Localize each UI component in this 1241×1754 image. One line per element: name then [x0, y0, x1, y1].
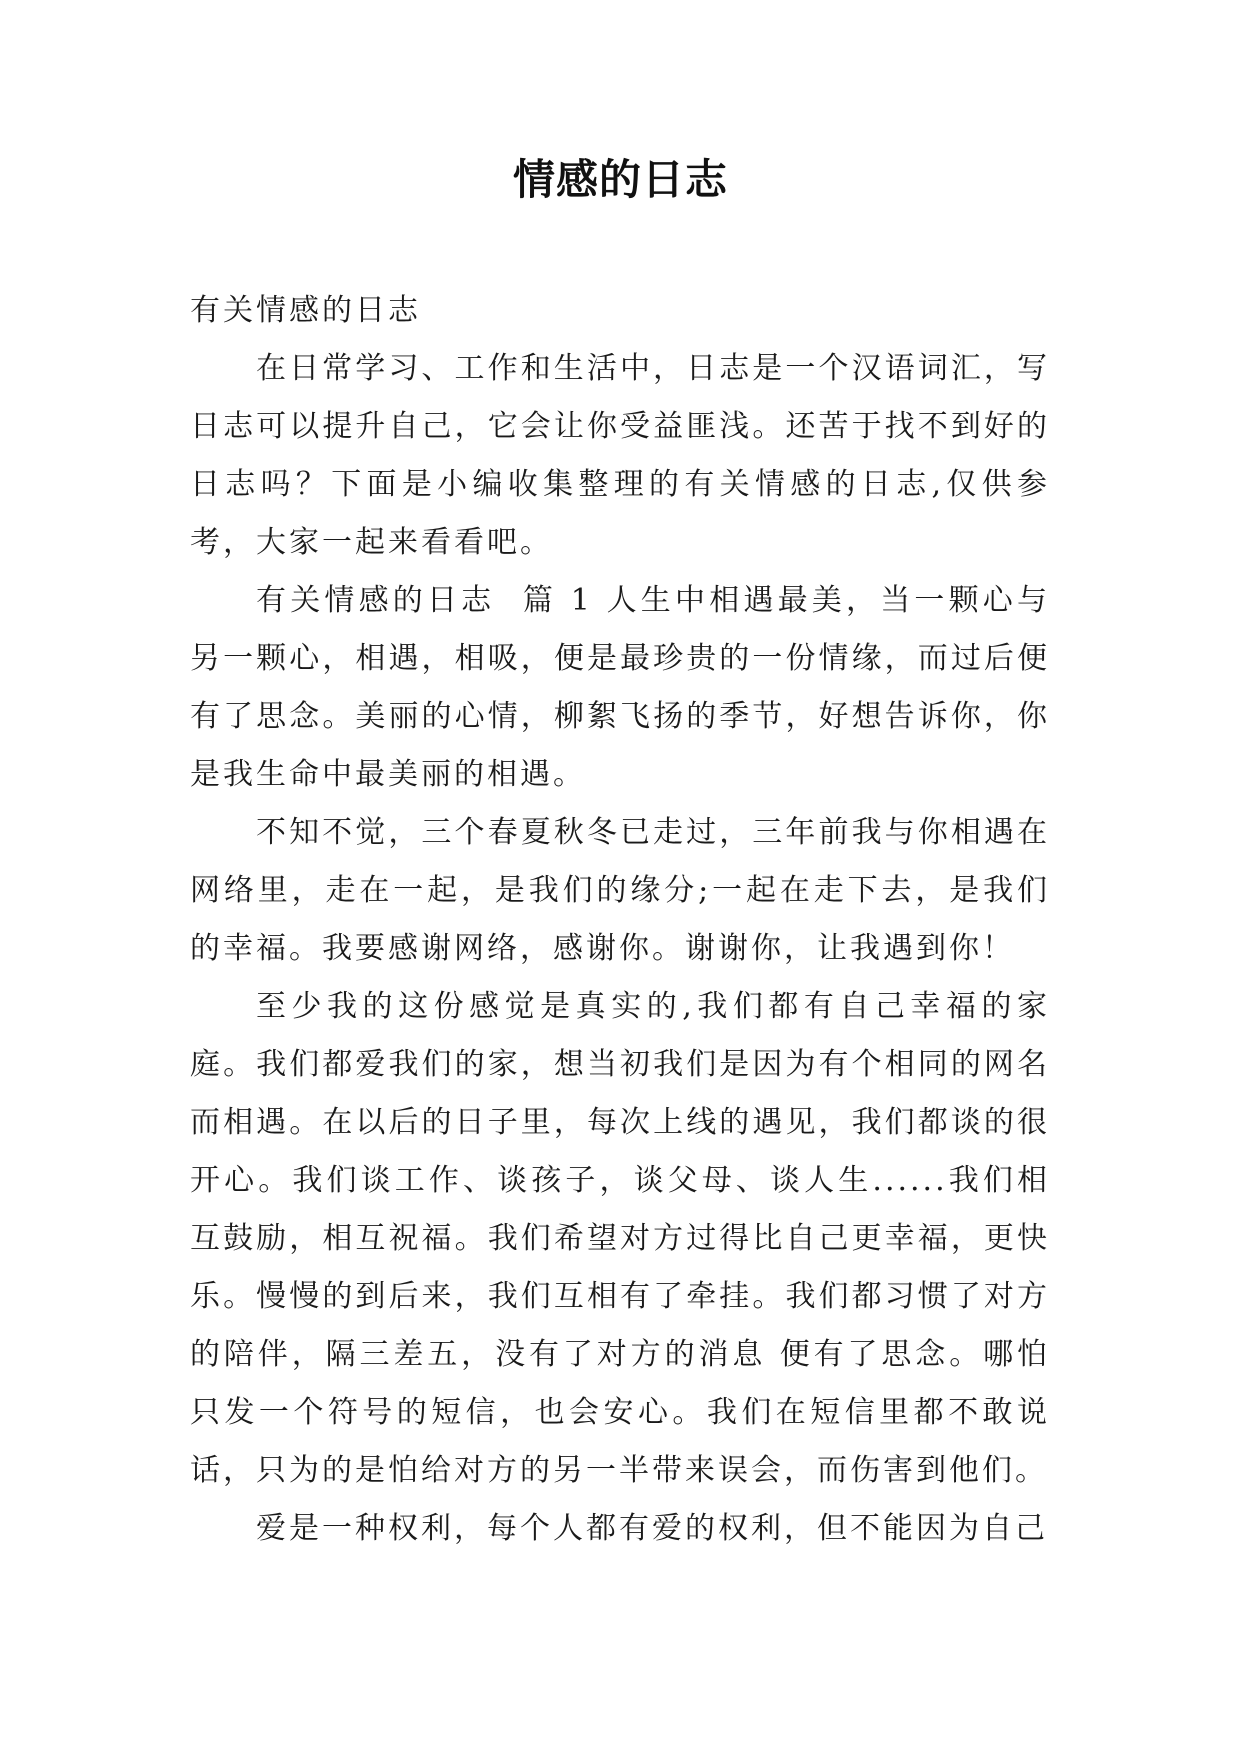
- section-1-paragraph: [190, 572, 1050, 804]
- section-1-text: 人生中相遇最美，当一颗心与另一颗心，相遇，相吸，便是最珍贵的一份情缘，而过后便有了思念。美丽的心情，柳絮飞扬的季节，好想告诉你，你是我生命中最美丽的相遇。: [190, 583, 1050, 792]
- document-title: 情感的日志: [512, 155, 728, 204]
- document-subtitle: 有关情感的日志: [190, 293, 421, 328]
- section-1-spacer: [593, 583, 607, 618]
- body-paragraph-3: 至少我的这份感觉是真实的,我们都有自己幸福的家庭。我们都爱我们的家，想当初我们是因为有个相同的网名而相遇。在以后的日子里，每次上线的遇见，我们都谈的很开心。我们谈工作、谈孩子，谈父母、谈人生......我们相互鼓励，相互祝福。我们希望对方过得比自己更幸福，更快乐。慢慢的到后来，我们互相有了牵挂。我们都习惯了对方的陪伴，隔三差五，没有了对方的消息 便有了思念。哪怕只发一个符号的短信，也会安心。我们在短信里都不敢说话，只为的是怕给对方的另一半带来误会，而伤害到他们。: [190, 989, 1050, 1488]
- body-paragraph-4: 爱是一种权利，每个人都有爱的权利，但不能因为自己: [256, 1511, 1048, 1546]
- document-body: [190, 282, 1050, 1558]
- body-paragraph-2: 不知不觉，三个春夏秋冬已走过，三年前我与你相遇在网络里，走在一起，是我们的缘分;一起在走下去，是我们的幸福。我要感谢网络，感谢你。谢谢你，让我遇到你！: [190, 815, 1050, 966]
- section-heading: 有关情感的日志 篇 1: [256, 583, 593, 618]
- intro-paragraph: 在日常学习、工作和生活中，日志是一个汉语词汇，写日志可以提升自己，它会让你受益匪浅。还苦于找不到好的日志吗？下面是小编收集整理的有关情感的日志,仅供参考，大家一起来看看吧。: [190, 351, 1050, 560]
